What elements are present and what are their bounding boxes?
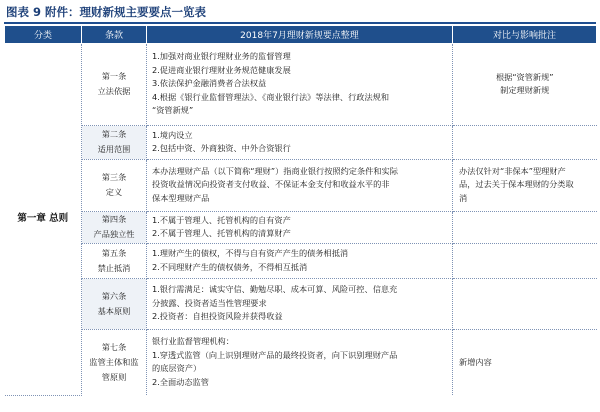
content-cell [147,125,453,159]
content-line: 1.加强对商业银行理财业务的监督管理 [152,51,291,62]
clause-title: 基本原则 [97,305,131,316]
table-header-row [5,26,597,43]
content-line: 2.投资者：自担投资风险并获得收益 [152,311,283,322]
note-cell [453,43,597,125]
content-cell [147,159,453,211]
note-cell [453,125,597,159]
note-line: 根据“资管新规” [495,71,554,82]
content-cell [147,243,453,278]
content-line: 1.境内设立 [152,129,193,140]
table-row [5,243,597,278]
clause-cell [82,125,147,159]
content-line: 的底层资产） [152,363,202,374]
clause-title: 定义 [105,187,123,197]
table-row [5,329,597,395]
note-cell [453,159,597,211]
clause-number: 第一条 [101,71,127,81]
content-line: 1.理财产生的债权，不得与自有资产产生的债务相抵消 [152,248,349,258]
content-line: 1.不属于管理人、托管机构的自有资产 [152,214,291,225]
clause-cell [82,159,147,211]
content-line: 2.包括中资、外商独资、中外合资银行 [152,143,291,153]
content-line: 银行业监督管理机构： [152,336,234,347]
figure-title: 图表 9 附件：理财新规主要要点一览表 [6,5,207,19]
content-line: 1.穿透式监管（向上识别理财产品的最终投资者，向下识别理财产品 [152,349,398,360]
clause-number: 第四条 [101,214,127,224]
content-line: 保本型理财产品 [152,192,210,203]
content-cell [147,43,453,125]
table-row [5,278,597,329]
note-line: 制定理财新规 [500,85,550,95]
note-line: 品，过去关于保本理财的分类取 [459,179,574,190]
clause-title: 禁止抵消 [97,262,131,273]
clause-title: 产品独立性 [93,229,135,239]
content-line: 2.促进商业银行理财业务规范健康发展 [152,64,291,75]
title-divider [4,22,596,24]
clause-number: 第七条 [101,341,127,352]
header-clause: 条款 [82,26,147,43]
header-key-points: 2018年7月理财新规要点整理 [147,26,453,43]
content-cell [147,329,453,395]
content-line: 4.根据《银行业监督管理法》、《商业银行法》等法律、行政法规和 [152,91,390,102]
header-comparison: 对比与影响批注 [453,26,597,43]
clause-number: 第二条 [101,129,127,139]
clause-cell [82,211,147,243]
clause-number: 第五条 [101,247,127,258]
table-row [5,43,597,125]
table-row [5,211,597,243]
content-line: 2.全面动态监管 [152,376,209,387]
clause-number: 第六条 [101,290,127,301]
note-cell [453,278,597,329]
content-cell [147,211,453,243]
note-line: 新增内容 [459,356,492,367]
clause-title: 立法依据 [97,86,131,96]
chapter-cell: 第一章 总则 [5,43,82,395]
note-cell [453,329,597,395]
content-line: “资管新规” [152,105,194,116]
clause-cell [82,43,147,125]
clause-title: 适用范围 [97,144,131,154]
header-category: 分类 [5,26,82,43]
note-line: 办法仅针对“非保本”型理财产 [459,165,566,176]
table-row [5,125,597,159]
clause-cell [82,243,147,278]
note-cell [453,211,597,243]
content-cell [147,278,453,329]
regulation-table [4,26,597,396]
clause-number: 第三条 [101,172,127,182]
content-line: 分披露、投资者适当性管理要求 [152,297,267,308]
clause-cell [82,278,147,329]
content-line: 3.依法保护金融消费者合法权益 [152,78,267,89]
content-line: 2.不属于管理人、托管机构的清算财产 [152,228,291,238]
content-line: 投资收益情况向投资者支付收益、不保证本金支付和收益水平的非 [152,179,390,190]
clause-title: 监管主体和监管原则 [89,356,139,382]
note-line: 消 [459,192,468,203]
content-line: 2.不同理财产生的债权债务，不得相互抵消 [152,261,308,272]
clause-cell [82,329,147,395]
content-line: 1.银行需满足：诚实守信、勤勉尽职、成本可算、风险可控、信息充 [152,284,398,295]
note-cell [453,243,597,278]
content-line: 本办法理财产品（以下简称“理财”）指商业银行按照约定条件和实际 [152,165,398,176]
table-row [5,159,597,211]
